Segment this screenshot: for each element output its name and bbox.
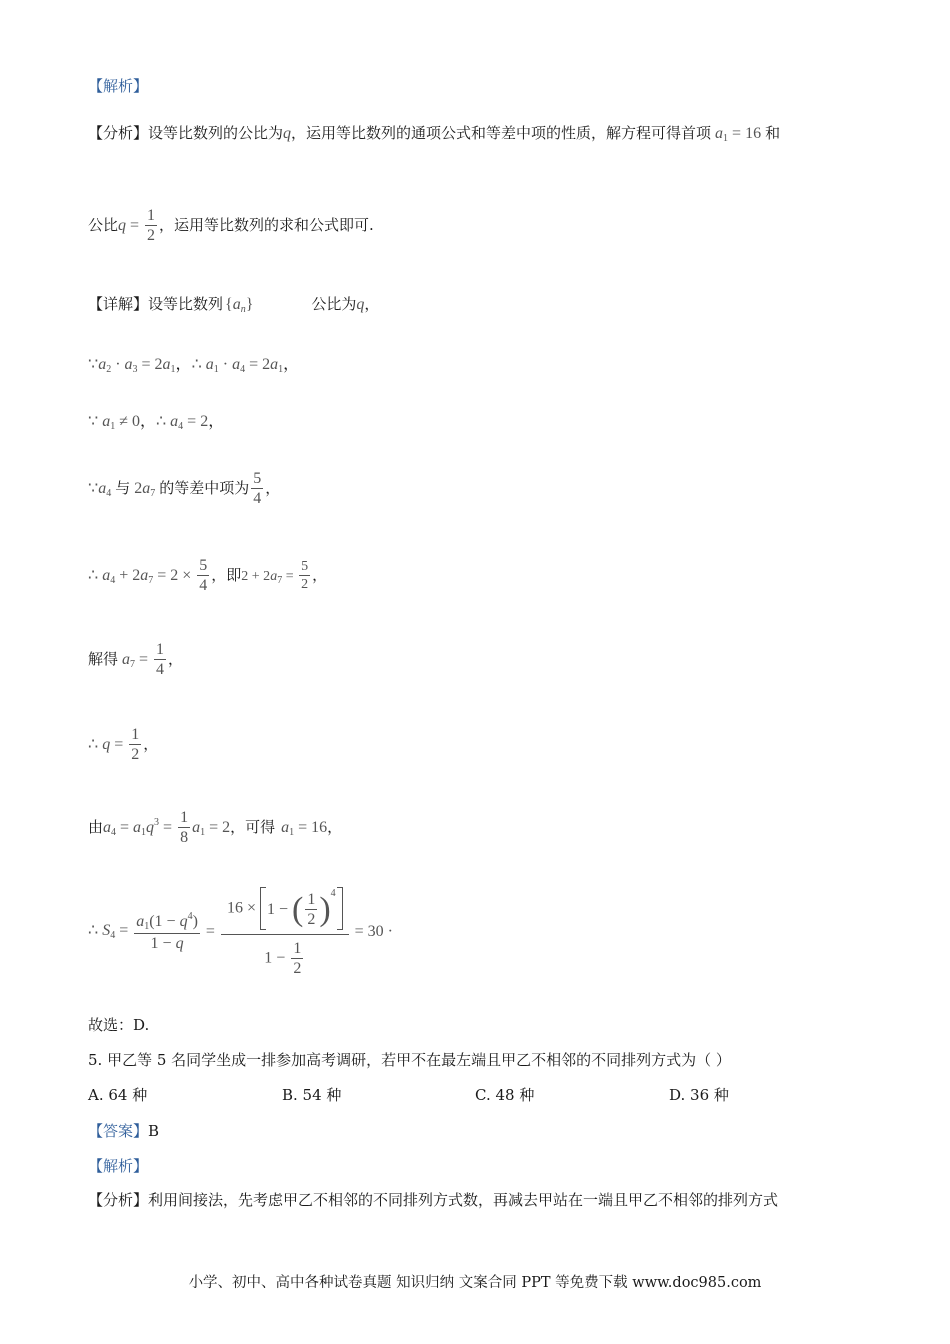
math-seq-an: $\{a_n\}$	[225, 296, 254, 315]
detail-line: 【详解】设等比数列 $\{a_n\}$ 公比为q，	[88, 295, 380, 315]
step-3: $\because a_4$ 与 $2a_7$ 的等差中项为 $\frac{5}{4}$ ，	[88, 470, 281, 507]
question-5-options	[88, 1088, 848, 1108]
step-8-sum: ∴ $S_4$ = $\frac{a_1(1 - q^4)}{1 - q}$ = 16 × 1 − ( $\frac{1}{2}$ )$^4$ 1 − $\frac{1}{2}$ = 30 ·	[88, 888, 394, 978]
answer-choice-q4: 故选：D.	[88, 1016, 150, 1034]
math-a1-16: $a_1 = 16$	[715, 125, 762, 144]
option-c: C. 48 种	[475, 1086, 535, 1104]
answer-line-q5: 【答案】B	[88, 1122, 160, 1140]
fraction-5-4: $\frac{5}{4}$	[253, 470, 262, 507]
option-b: B. 54 种	[282, 1086, 342, 1104]
math-q: q	[283, 125, 292, 142]
analysis-line-2: 公比q = $\frac{1}{2}$ ，运用等比数列的求和公式即可.	[88, 207, 374, 244]
step-7: 由$a_4 = a_1q^3$ = $\frac{1}{8}$ $a_1 = 2$，可得 $a_1 = 16$，	[88, 809, 343, 846]
step-1: $\because a_2 \cdot a_3 = 2a_1$，∴ $a_1 \cdot a_4 = 2a_1$，	[88, 354, 300, 375]
analysis-line-q5: 【分析】利用间接法，先考虑甲乙不相邻的不同排列方式数，再减去甲站在一端且甲乙不相邻的排列方式	[88, 1191, 779, 1209]
question-5-stem: 5. 甲乙等 5 名同学坐成一排参加高考调研，若甲不在最左端且甲乙不相邻的不同排列方式为（ ）	[88, 1051, 731, 1069]
step-4: ∴ $a_4 + 2a_7 = 2$ × $\frac{5}{4}$ ，即$2 + 2a_7$ = $\frac{5}{2}$ ，	[88, 557, 328, 594]
analysis-line-1: 【分析】设等比数列的公比为q，运用等比数列的通项公式和等差中项的性质，解方程可得首项 $a_1 = 16$ 和	[88, 124, 781, 144]
step-2: ∵ $a_1 \ne 0$，∴ $a_4 = 2$，	[88, 411, 225, 432]
step-6: ∴ q = $\frac{1}{2}$ ，	[88, 726, 159, 763]
analysis-tag: 【分析】	[88, 124, 149, 142]
section-tag-analysis: 【解析】	[88, 77, 149, 95]
section-tag-analysis-q5: 【解析】	[88, 1157, 149, 1175]
step-5: 解得 $a_7$ = $\frac{1}{4}$ ，	[88, 641, 184, 678]
page-footer: 小学、初中、高中各种试卷真题 知识归纳 文案合同 PPT 等免费下载 www.doc985.com	[188, 1275, 762, 1291]
fraction-1-2: $\frac{1}{2}$	[147, 207, 156, 244]
option-a: A. 64 种	[88, 1086, 148, 1104]
option-d: D. 36 种	[669, 1086, 729, 1104]
